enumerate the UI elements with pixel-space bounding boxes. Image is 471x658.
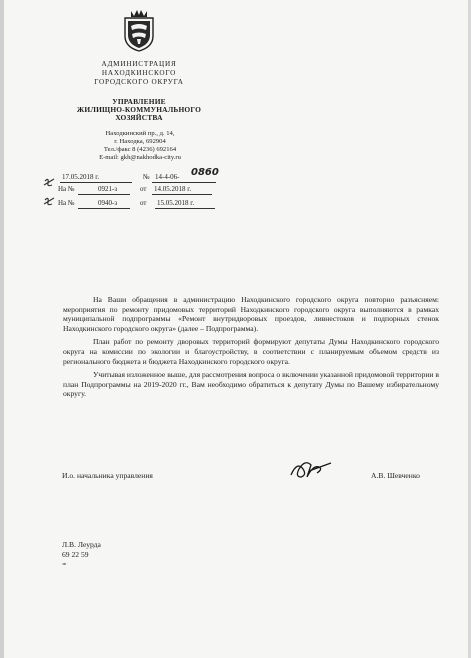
body-paragraph-2: План работ по ремонту дворовых территорий формируют депутаты Думы Находкинского городского округа на комиссии по экологии и благоустройству, в соответствии с планируемым объемом средств из регионального бюджета и бюджета Находкинского городского округа. [63, 337, 439, 366]
signatory-name: А.В. Шевченко [371, 471, 420, 480]
letter-body [63, 295, 439, 403]
outgoing-date-underline [60, 182, 132, 183]
signatory-position: И.о. начальника управления [62, 471, 153, 480]
outgoing-number-label: № [143, 173, 150, 181]
address-line-1: Находкинский пр., д. 14, [105, 130, 175, 137]
address-line-2: г. Находка, 692904 [114, 138, 166, 145]
email-line: E-mail: gkh@nakhodka-city.ru [99, 154, 181, 161]
reference-1-label: На № [58, 185, 75, 193]
reference-2-number: 0940-з [98, 199, 118, 207]
dept-name-line-3: ХОЗЯЙСТВА [115, 113, 163, 122]
outgoing-number-handwritten: 0860 [191, 167, 219, 178]
reference-2-label: На № [58, 199, 75, 207]
reference-2-number-underline [78, 208, 130, 209]
handwritten-signature [287, 455, 333, 481]
executor-phone: 69 22 59 [62, 550, 89, 559]
org-name-line-3: ГОРОДСКОГО ОКРУГА [94, 78, 184, 86]
org-name-line-2: НАХОДКИНСКОГО [101, 69, 177, 77]
reference-1-date-underline [152, 194, 212, 195]
executor-code: зв [62, 561, 66, 566]
coat-of-arms-emblem [122, 8, 156, 52]
dept-name-line-2: ЖИЛИЩНО-КОММУНАЛЬНОГО [76, 105, 202, 114]
executor-name: Л.В. Леурда [62, 540, 101, 549]
dept-name-line-1: УПРАВЛЕНИЕ [112, 97, 166, 106]
phone-fax-line: Тел./факс 8 (4236) 692164 [103, 146, 177, 153]
reference-1-number-underline [78, 194, 130, 195]
scan-edge-left [0, 0, 4, 658]
outgoing-number-printed: 14-4-06- [155, 173, 180, 181]
reference-2-from-label: от [140, 199, 147, 207]
reference-1-date: 14.05.2018 г. [154, 185, 192, 193]
reference-1-number: 0921-з [98, 185, 118, 193]
org-name-line-1: АДМИНИСТРАЦИЯ [101, 60, 177, 68]
reference-2-date: 15.05.2018 г. [157, 199, 195, 207]
handwritten-margin-marks-icon [42, 176, 58, 210]
reference-2-date-underline [155, 208, 215, 209]
outgoing-date: 17.05.2018 г. [62, 173, 100, 181]
reference-1-from-label: от [140, 185, 147, 193]
outgoing-number-underline [152, 182, 216, 183]
body-paragraph-3: Учитывая изложенное выше, для рассмотрения вопроса о включении указанной придомовой территории в план Подпрограммы на 2019-2020 гг., Вам необходимо обратиться к депутату Думы по Вашему избирательному округу. [63, 370, 439, 399]
body-paragraph-1: На Ваши обращения в администрацию Находкинского городского округа повторно разъясняем: мероприятия по ремонту придомовых территорий Находкинского городского округа выполняются в рамках муниципальной подпрограммы «Ремонт внутридворовых проездов, ливнестоков и подпорных стенок Находкинского городского округа» (далее – Подпрограмма). [63, 295, 439, 333]
